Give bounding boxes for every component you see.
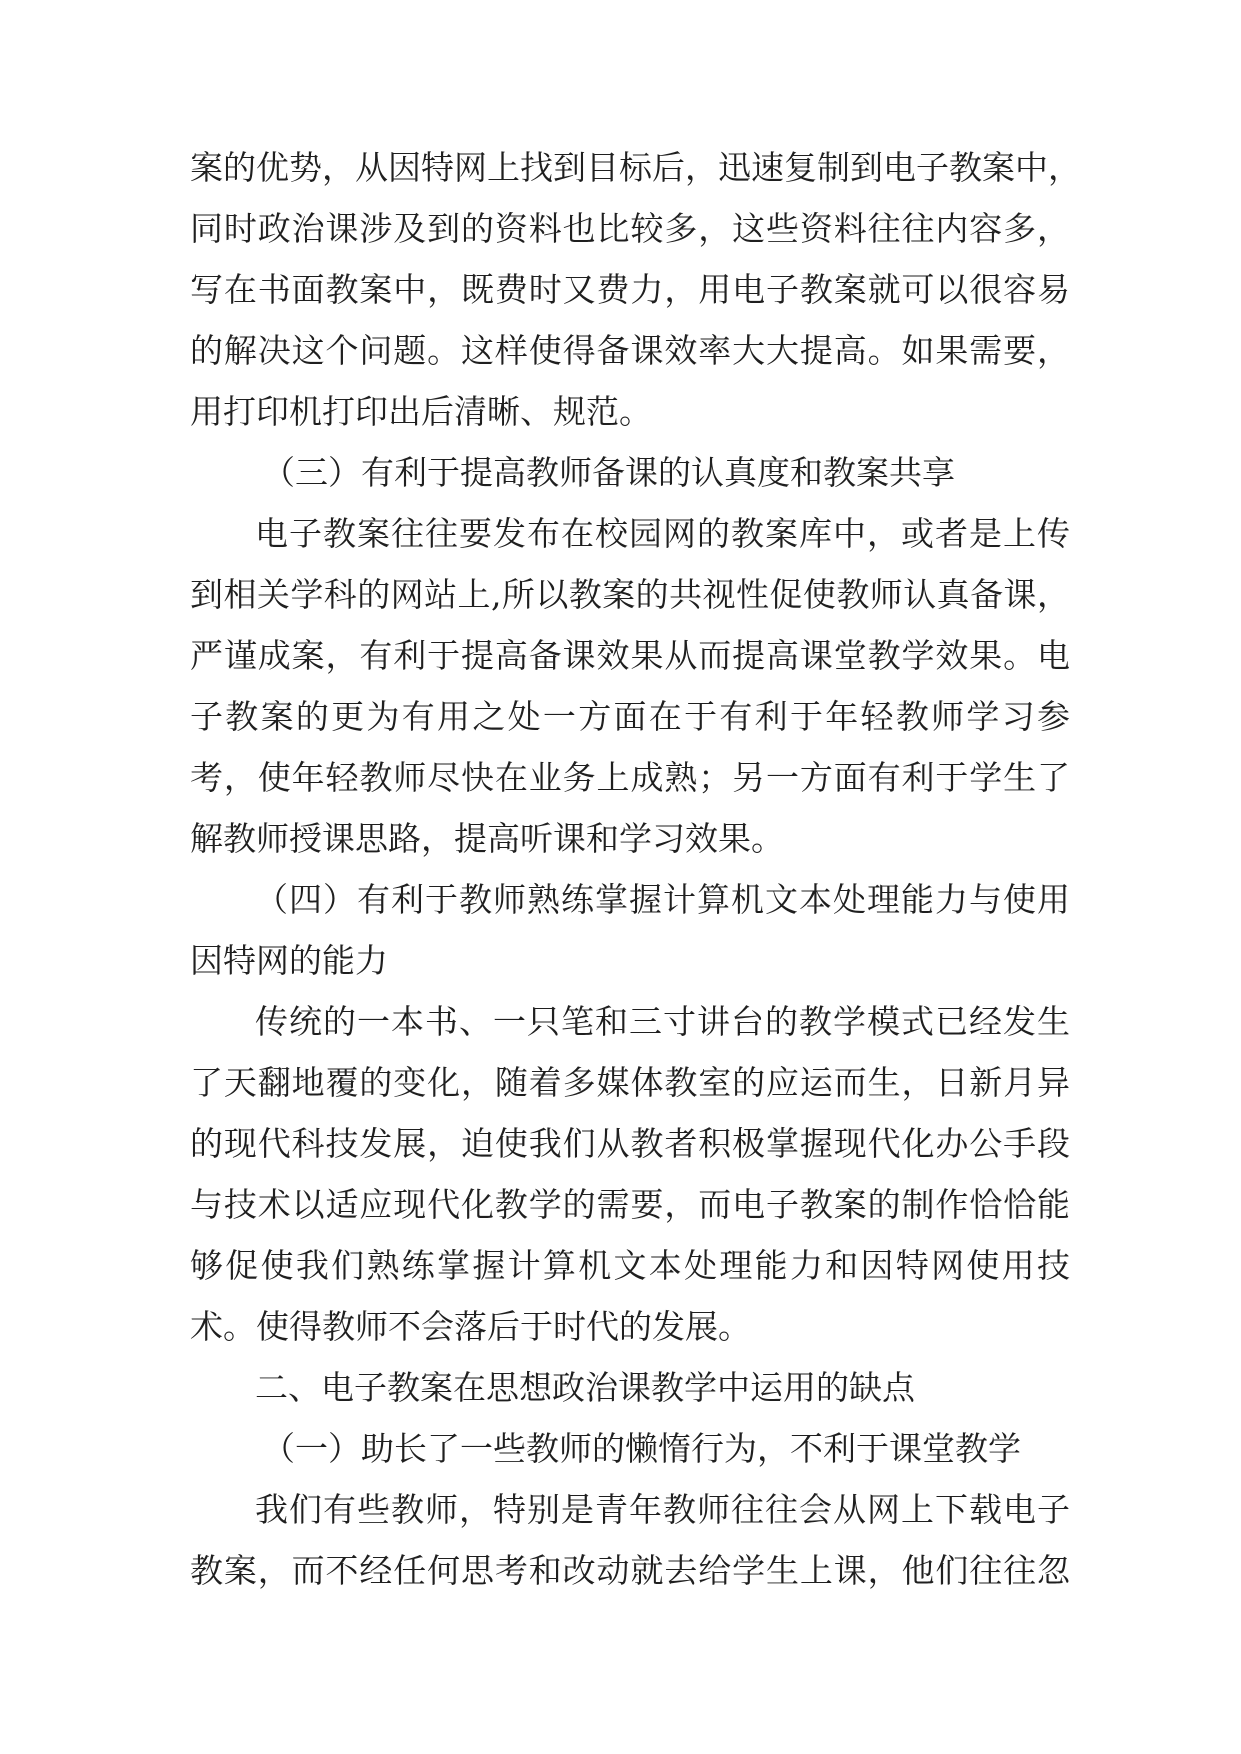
text-line: 与技术以适应现代化教学的需要，而电子教案的制作恰恰能 <box>190 1185 1070 1224</box>
text-line: 考，使年轻教师尽快在业务上成熟；另一方面有利于学生了 <box>190 758 1070 797</box>
text-line: 解教师授课思路，提高听课和学习效果。 <box>190 819 784 858</box>
text-line: 写在书面教案中，既费时又费力，用电子教案就可以很容易 <box>190 270 1070 309</box>
text-line: 教案，而不经任何思考和改动就去给学生上课，他们往往忽 <box>190 1551 1070 1590</box>
text-line: 传统的一本书、一只笔和三寸讲台的教学模式已经发生 <box>255 1002 1070 1041</box>
text-line: 够促使我们熟练掌握计算机文本处理能力和因特网使用技 <box>190 1246 1070 1285</box>
section-heading: （一）助长了一些教师的懒惰行为，不利于课堂教学 <box>262 1429 1021 1468</box>
text-line: 我们有些教师，特别是青年教师往往会从网上下载电子 <box>255 1490 1070 1529</box>
text-line: 了天翻地覆的变化，随着多媒体教室的应运而生，日新月异 <box>190 1063 1070 1102</box>
text-line: 的现代科技发展，迫使我们从教者积极掌握现代化办公手段 <box>190 1124 1070 1163</box>
text-line: 到相关学科的网站上,所以教案的共视性促使教师认真备课， <box>190 575 1070 614</box>
text-line: 电子教案往往要发布在校园网的教案库中，或者是上传 <box>255 514 1070 553</box>
text-line: 的解决这个问题。这样使得备课效率大大提高。如果需要， <box>190 331 1070 370</box>
chapter-heading: 二、电子教案在思想政治课教学中运用的缺点 <box>255 1368 915 1407</box>
section-heading-continued: 因特网的能力 <box>190 941 388 980</box>
text-line: 同时政治课涉及到的资料也比较多，这些资料往往内容多， <box>190 209 1070 248</box>
text-line: 用打印机打印出后清晰、规范。 <box>190 392 652 431</box>
text-line: 案的优势，从因特网上找到目标后，迅速复制到电子教案中， <box>190 148 1081 187</box>
text-line: 术。使得教师不会落后于时代的发展。 <box>190 1307 751 1346</box>
text-line: 严谨成案，有利于提高备课效果从而提高课堂教学效果。电 <box>190 636 1070 675</box>
section-heading: （三）有利于提高教师备课的认真度和教案共享 <box>262 453 955 492</box>
text-line: 子教案的更为有用之处一方面在于有利于年轻教师学习参 <box>190 697 1070 736</box>
section-heading: （四）有利于教师熟练掌握计算机文本处理能力与使用 <box>255 880 1070 919</box>
